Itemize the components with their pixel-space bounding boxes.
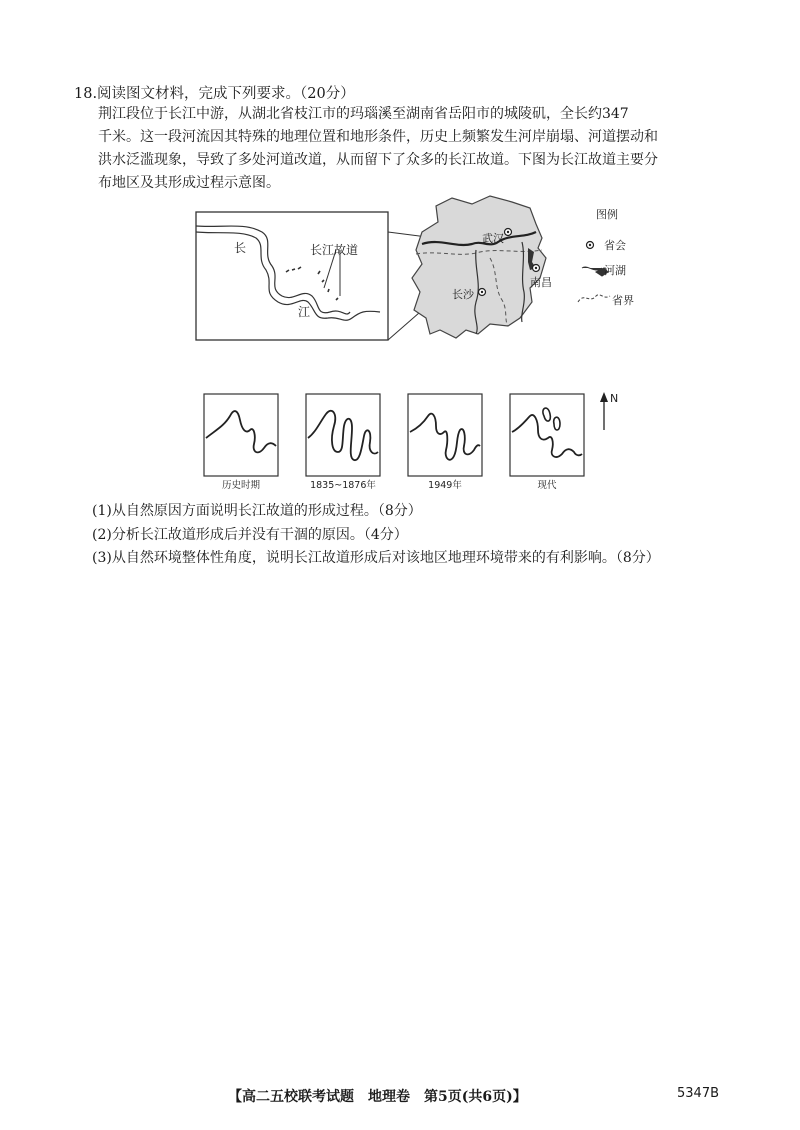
paragraph-line: 布地区及其形成过程示意图。 (98, 175, 280, 191)
distribution-map-figure (190, 192, 670, 350)
stage-label: 1835~1876年 (310, 480, 376, 491)
legend-label-river-lake: 河湖 (604, 264, 626, 277)
north-arrow-icon (600, 392, 608, 402)
inset-label-old-channel: 长江故道 (310, 243, 359, 257)
paragraph-line: 千米。这一段河流因其特殊的地理位置和地形条件，历史上频繁发生河岸崩塌、河道摆动和 (98, 129, 658, 145)
paragraph-line: 洪水泛滥现象，导致了多处河道改道，从而留下了众多的长江故道。下图为长江故道主要分 (98, 152, 658, 168)
paper-code: 5347B (677, 1086, 720, 1101)
city-changsha: 长沙 (452, 288, 474, 301)
stage-frame (408, 394, 482, 476)
sub-question-1: (1)从自然原因方面说明长江故道的形成过程。（8分） (92, 503, 422, 519)
stage-frame (204, 394, 278, 476)
stage-frame (510, 394, 584, 476)
inset-label-jiang: 江 (298, 305, 311, 319)
province-outline (412, 196, 546, 338)
inset-map-frame (196, 212, 388, 340)
stage-label: 1949年 (428, 480, 462, 491)
stage-label: 历史时期 (221, 480, 261, 491)
question-paragraph (98, 103, 730, 195)
channel-evolution-strip (192, 386, 622, 492)
province-border-icon (578, 295, 610, 302)
legend-label-province-border: 省界 (612, 294, 634, 307)
sub-question-3: (3)从自然环境整体性角度，说明长江故道形成后对该地区地理环境带来的有利影响。（8分） (92, 550, 660, 566)
capital-icon (535, 267, 537, 269)
legend-title: 图例 (596, 208, 618, 221)
paragraph-line: 荆江段位于长江中游，从湖北省枝江市的玛瑙溪至湖南省岳阳市的城陵矶，全长约347 (98, 106, 629, 122)
legend-label-capital: 省会 (604, 239, 626, 252)
capital-icon (481, 291, 483, 293)
capital-icon (589, 244, 591, 246)
city-wuhan: 武汉 (482, 232, 504, 245)
question-header: 18.阅读图文材料，完成下列要求。（20分） (74, 86, 355, 102)
inset-label-chang: 长 (234, 241, 247, 255)
city-nanchang: 南昌 (530, 276, 552, 289)
page-footer: 【高二五校联考试题 地理卷 第5页(共6页)】 (228, 1089, 527, 1105)
north-label: N (610, 392, 619, 405)
sub-question-2: (2)分析长江故道形成后并没有干涸的原因。（4分） (92, 527, 408, 543)
capital-icon (507, 231, 509, 233)
stage-label: 现代 (537, 480, 557, 491)
